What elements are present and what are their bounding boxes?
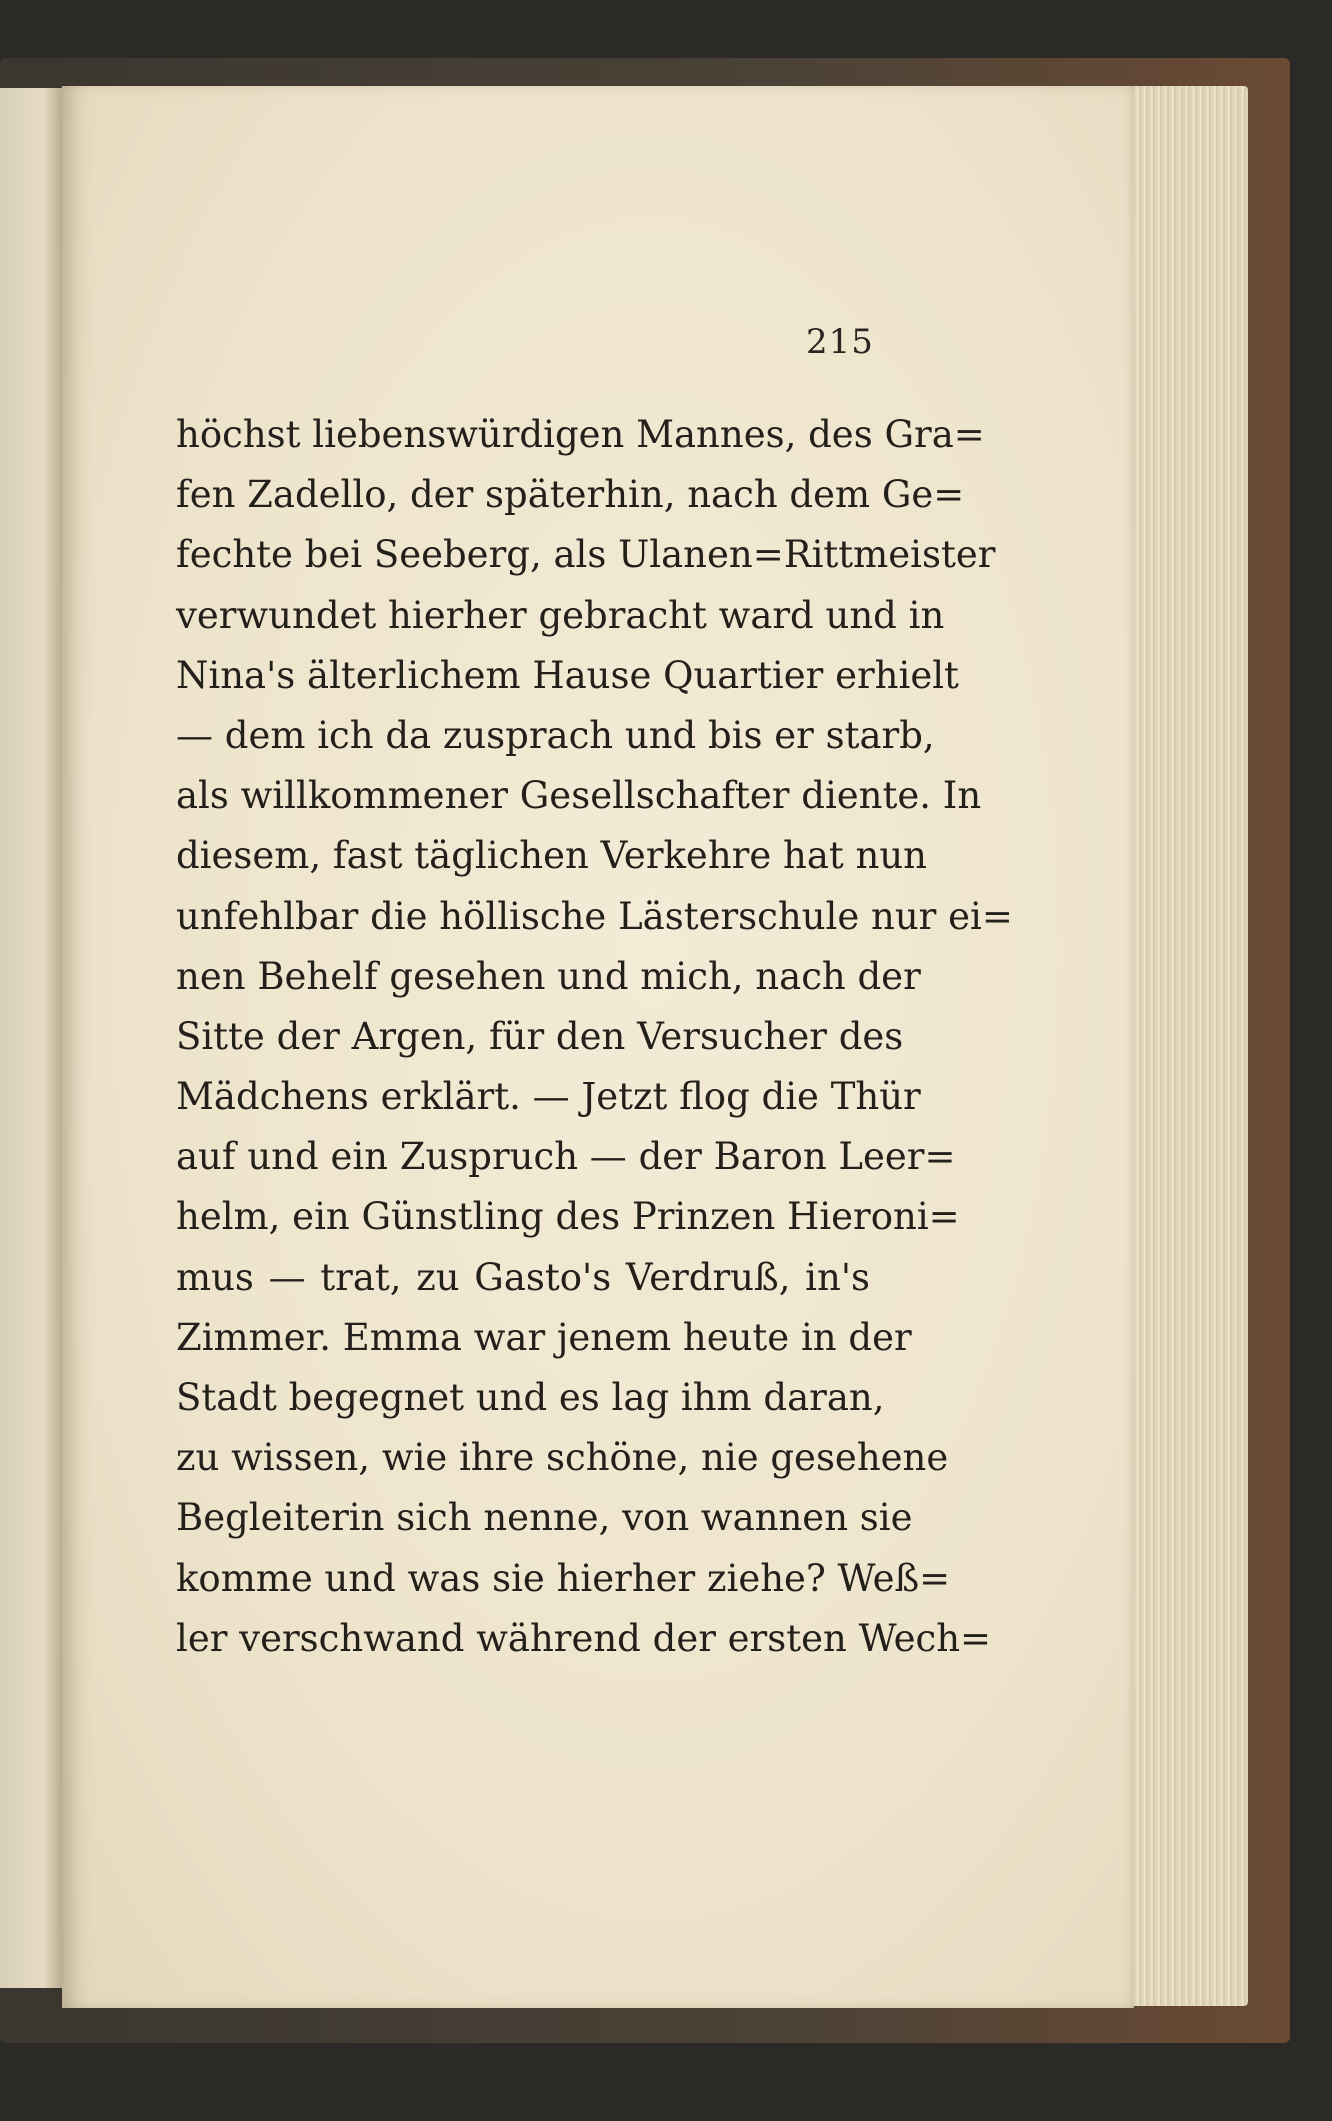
left-page-edge [0,88,62,1988]
text-line: unfehlbar die höllische Lästerschule nur ei= [176,894,1013,938]
text-line: höchst liebenswürdigen Mannes, des Gra= [176,413,985,456]
text-line: Mädchens erklärt. — Jetzt flog die Thür [176,1075,921,1119]
text-line: verwundet hierher gebracht ward und in [176,593,945,637]
page-number: 215 [806,322,874,362]
text-line: helm, ein Günstling des Prinzen Hieroni= [176,1195,960,1239]
text-line: ler verschwand während der ersten Wech= [176,1616,992,1660]
text-line: diesem, fast täglichen Verkehre hat nun [176,834,928,878]
text-line: — dem ich da zusprach und bis er starb, [176,713,935,757]
text-line: zu wissen, wie ihre schöne, nie gesehene [176,1436,949,1480]
body-text [176,405,1013,1669]
text-line: Zimmer. Emma war jenem heute in der [176,1315,912,1359]
text-line: Nina's älterlichem Hause Quartier erhielt [176,653,959,697]
page-edges [1128,86,1248,2006]
text-line: als willkommener Gesellschafter diente. In [176,774,982,818]
text-line: mus — trat, zu Gasto's Verdruß, in's [176,1255,870,1299]
text-line: fechte bei Seeberg, als Ulanen=Rittmeister [176,533,996,577]
text-line: fen Zadello, der späterhin, nach dem Ge= [176,473,965,517]
text-line: komme und was sie hierher ziehe? Weß= [176,1556,951,1600]
text-line: Begleiterin sich nenne, von wannen sie [176,1496,913,1540]
text-line: auf und ein Zuspruch — der Baron Leer= [176,1135,956,1179]
text-line: Sitte der Argen, für den Versucher des [176,1014,904,1058]
text-line: nen Behelf gesehen und mich, nach der [176,954,921,998]
text-line: Stadt begegnet und es lag ihm daran, [176,1376,885,1419]
